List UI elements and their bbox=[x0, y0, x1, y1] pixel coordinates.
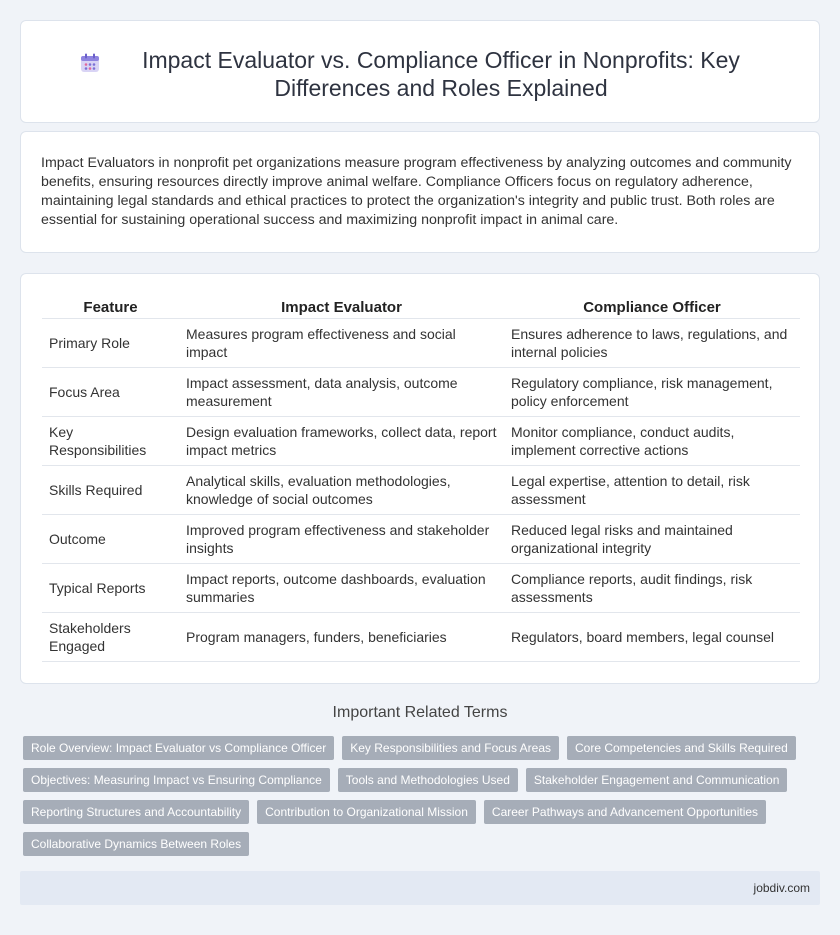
impact-evaluator-cell: Measures program effectiveness and social impact bbox=[179, 318, 504, 367]
comparison-table bbox=[42, 294, 800, 662]
feature-cell: Primary Role bbox=[42, 318, 179, 367]
comparison-card bbox=[20, 273, 820, 684]
table-row bbox=[42, 563, 800, 612]
impact-evaluator-cell: Impact reports, outcome dashboards, evaluation summaries bbox=[179, 563, 504, 612]
related-term-tag[interactable]: Core Competencies and Skills Required bbox=[567, 736, 796, 760]
table-header-row bbox=[42, 294, 800, 318]
compliance-officer-cell: Monitor compliance, conduct audits, implement corrective actions bbox=[504, 416, 800, 465]
intro-card bbox=[20, 131, 820, 253]
footer bbox=[20, 871, 820, 905]
related-term-tag[interactable]: Collaborative Dynamics Between Roles bbox=[23, 832, 249, 856]
impact-evaluator-cell: Design evaluation frameworks, collect data, report impact metrics bbox=[179, 416, 504, 465]
calendar-icon bbox=[79, 52, 101, 74]
table-row bbox=[42, 367, 800, 416]
table-row bbox=[42, 465, 800, 514]
related-terms-tags bbox=[23, 736, 803, 856]
feature-cell: Skills Required bbox=[42, 465, 179, 514]
header-compliance-officer: Compliance Officer bbox=[504, 294, 800, 318]
impact-evaluator-cell: Impact assessment, data analysis, outcome measurement bbox=[179, 367, 504, 416]
feature-cell: Stakeholders Engaged bbox=[42, 612, 179, 661]
feature-cell: Outcome bbox=[42, 514, 179, 563]
compliance-officer-cell: Ensures adherence to laws, regulations, and internal policies bbox=[504, 318, 800, 367]
related-term-tag[interactable]: Career Pathways and Advancement Opportunities bbox=[484, 800, 766, 824]
header-impact-evaluator: Impact Evaluator bbox=[179, 294, 504, 318]
compliance-officer-cell: Legal expertise, attention to detail, risk assessment bbox=[504, 465, 800, 514]
header-feature: Feature bbox=[42, 294, 179, 318]
compliance-officer-cell: Compliance reports, audit findings, risk assessments bbox=[504, 563, 800, 612]
related-terms-title: Important Related Terms bbox=[332, 704, 508, 721]
header-card bbox=[20, 20, 820, 123]
table-row bbox=[42, 416, 800, 465]
impact-evaluator-cell: Improved program effectiveness and stakeholder insights bbox=[179, 514, 504, 563]
table-row bbox=[42, 318, 800, 367]
related-term-tag[interactable]: Reporting Structures and Accountability bbox=[23, 800, 249, 824]
feature-cell: Key Responsibilities bbox=[42, 416, 179, 465]
impact-evaluator-cell: Program managers, funders, beneficiaries bbox=[179, 612, 504, 661]
feature-cell: Focus Area bbox=[42, 367, 179, 416]
compliance-officer-cell: Regulatory compliance, risk management, policy enforcement bbox=[504, 367, 800, 416]
compliance-officer-cell: Reduced legal risks and maintained organizational integrity bbox=[504, 514, 800, 563]
related-term-tag[interactable]: Contribution to Organizational Mission bbox=[257, 800, 476, 824]
intro-paragraph: Impact Evaluators in nonprofit pet organizations measure program effectiveness by analyzing outcomes and community benefits, ensuring resources directly improve animal welfare. Compliance Officers focus on regulatory adherence, maintaining legal standards and ethical practices to protect the organization's integrity and public trust. Both roles are essential for sustaining operational success and maximizing nonprofit impact in animal care. bbox=[41, 155, 792, 228]
table-row bbox=[42, 514, 800, 563]
compliance-officer-cell: Regulators, board members, legal counsel bbox=[504, 612, 800, 661]
table-row bbox=[42, 612, 800, 661]
impact-evaluator-cell: Analytical skills, evaluation methodologies, knowledge of social outcomes bbox=[179, 465, 504, 514]
page-title: Impact Evaluator vs. Compliance Officer in Nonprofits: Key Differences and Roles Explained bbox=[142, 47, 740, 101]
footer-site-link[interactable]: jobdiv.com bbox=[753, 881, 810, 895]
related-term-tag[interactable]: Role Overview: Impact Evaluator vs Compliance Officer bbox=[23, 736, 334, 760]
related-term-tag[interactable]: Tools and Methodologies Used bbox=[338, 768, 518, 792]
related-term-tag[interactable]: Stakeholder Engagement and Communication bbox=[526, 768, 787, 792]
feature-cell: Typical Reports bbox=[42, 563, 179, 612]
related-term-tag[interactable]: Objectives: Measuring Impact vs Ensuring Compliance bbox=[23, 768, 330, 792]
related-term-tag[interactable]: Key Responsibilities and Focus Areas bbox=[342, 736, 559, 760]
